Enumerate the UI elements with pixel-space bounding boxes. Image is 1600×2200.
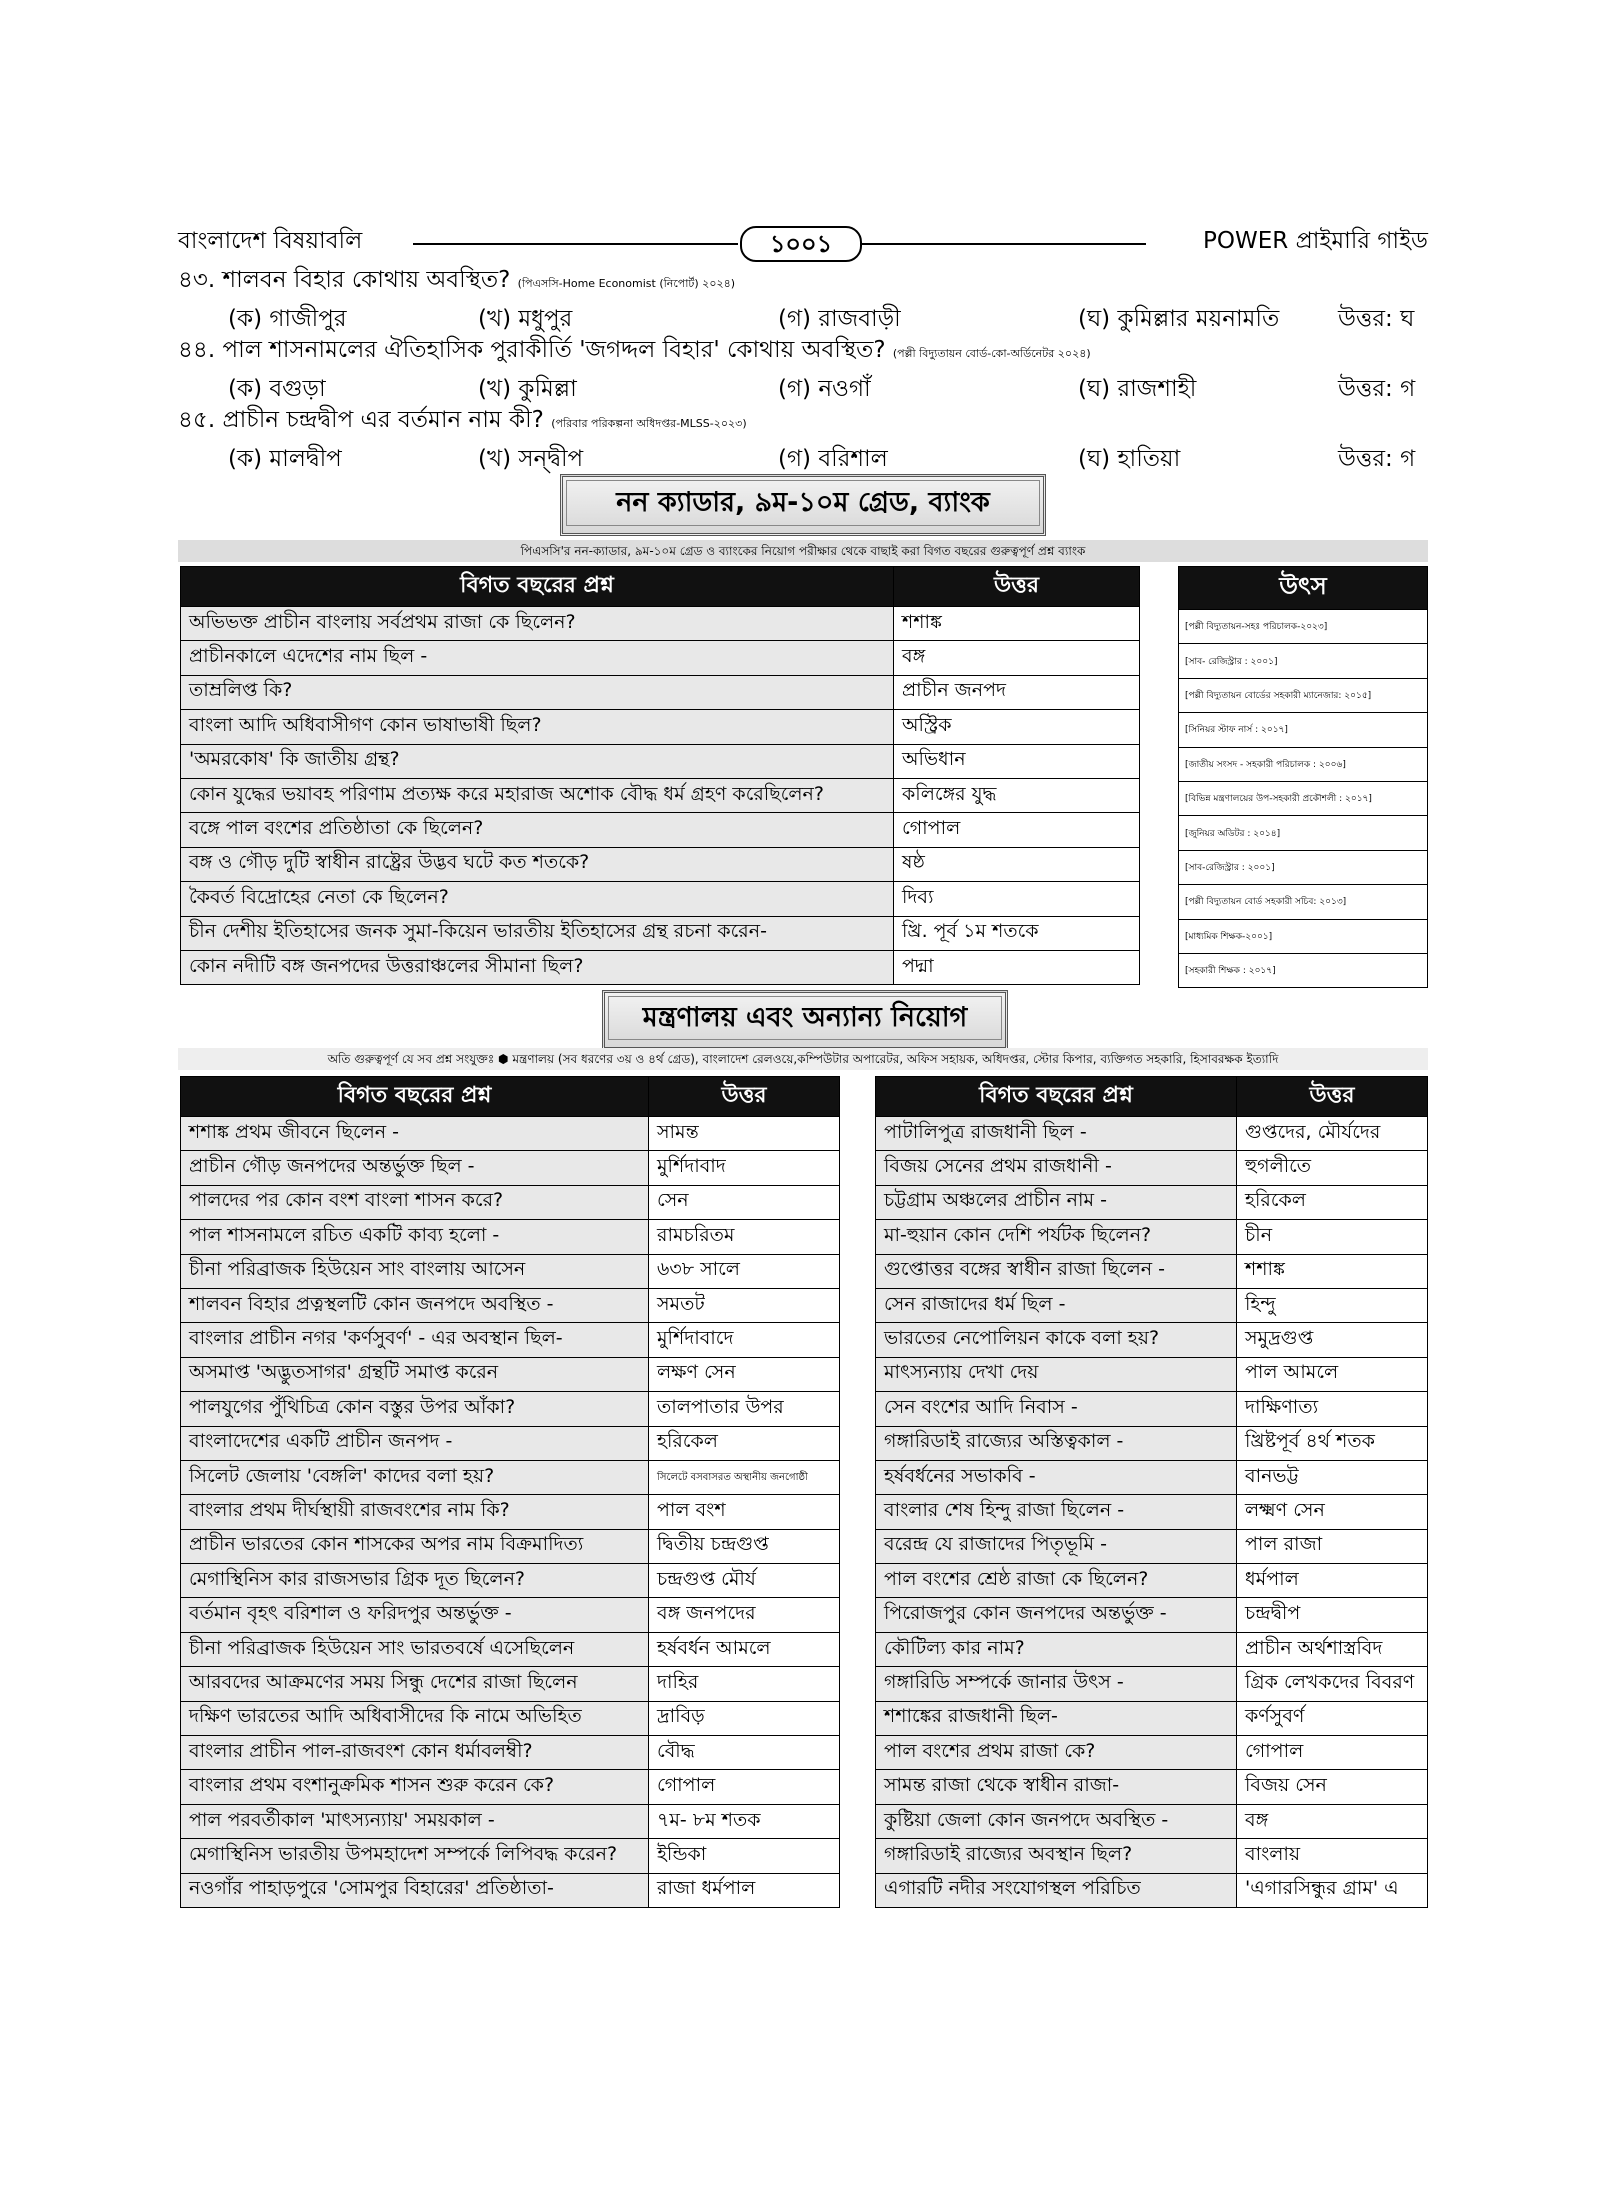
table-row (876, 1770, 1428, 1804)
mcq-answer: উত্তর: গ (1338, 446, 1416, 472)
table-row (181, 1495, 840, 1529)
table-row (1179, 678, 1428, 712)
question-cell: বাংলার প্রথম বংশানুক্রমিক শাসন শুরু করেন কে? (181, 1770, 649, 1804)
table-row (1179, 781, 1428, 815)
question-cell: চীনা পরিব্রাজক হিউয়েন সাং ভারতবর্ষে এসেছিলেন (181, 1632, 649, 1666)
answer-cell: প্রাচীন অর্থশাস্ত্রবিদ (1237, 1632, 1428, 1666)
mcq-option: (গ) বরিশাল (778, 446, 888, 472)
table-row (876, 1873, 1428, 1907)
table-row (876, 1220, 1428, 1254)
answer-cell: অভিধান (894, 744, 1140, 778)
page-number: ১০০১ (740, 226, 862, 262)
mcq-option: (গ) রাজবাড়ী (778, 306, 901, 332)
answer-cell: বানভট্ট (1237, 1460, 1428, 1494)
question-cell: সামন্ত রাজা থেকে স্বাধীন রাজা- (876, 1770, 1237, 1804)
answer-cell: সমুদ্রগুপ্ত (1237, 1323, 1428, 1357)
answer-cell: বঙ্গ জনপদের (649, 1598, 840, 1632)
answer-cell: সামন্ত (649, 1117, 840, 1151)
question-cell: মাৎস্যন্যায় দেখা দেয় (876, 1357, 1237, 1391)
question-cell: সিলেট জেলায় 'বেঙ্গলি' কাদের বলা হয়? (181, 1460, 649, 1494)
question-cell: প্রাচীন গৌড় জনপদের অন্তর্ভুক্ত ছিল - (181, 1151, 649, 1185)
section2-subtitle: অতি গুরুত্বপূর্ণ যে সব প্রশ্ন সংযুক্তঃ ⬢ মন্ত্রণালয় (সব ধরণের ৩য় ও ৪র্থ গ্রেড), বাংলাদেশ রেলওয়ে,কম্পিউটার অপারেটর, অফিস সহায়ক, অধিদপ্তর, স্টোর কিপার, ব্যক্তিগত সহকারি, হিসাবরক্ষক ইত্যাদি (178, 1048, 1428, 1070)
mcq-option: (ঘ) রাজশাহী (1078, 376, 1197, 402)
source-cell: [পল্লী বিদ্যুতায়ন বোর্ড সহকারী সচিব: ২০১৩] (1179, 885, 1428, 919)
question-cell: মেগাস্থিনিস ভারতীয় উপমহাদেশ সম্পর্কে লিপিবদ্ধ করেন? (181, 1839, 649, 1873)
question-cell: গঙ্গারিডাই রাজ্যের অবস্থান ছিল? (876, 1839, 1237, 1873)
question-cell: দক্ষিণ ভারতের আদি অধিবাসীদের কি নামে অভিহিত (181, 1701, 649, 1735)
table-row (1179, 919, 1428, 953)
table-row (1179, 713, 1428, 747)
answer-cell: গ্রিক লেখকদের বিবরণ (1237, 1667, 1428, 1701)
table-row (181, 1357, 840, 1391)
question-cell: কৌটিল্য কার নাম? (876, 1632, 1237, 1666)
table-row (181, 1529, 840, 1563)
table-row (181, 1117, 840, 1151)
table-row (876, 1667, 1428, 1701)
header-subject: বাংলাদেশ বিষয়াবলি (178, 228, 363, 254)
table-row (181, 641, 1140, 675)
table-row (181, 1804, 840, 1838)
question-cell: পাল বংশের শ্রেষ্ঠ রাজা কে ছিলেন? (876, 1564, 1237, 1598)
table-row (876, 1392, 1428, 1426)
question-cell: আরবদের আক্রমণের সময় সিন্ধু দেশের রাজা ছিলেন (181, 1667, 649, 1701)
column-header-question: বিগত বছরের প্রশ্ন (876, 1077, 1237, 1117)
column-header-answer: উত্তর (649, 1077, 840, 1117)
section2-right-table (875, 1076, 1428, 1908)
answer-cell: হুগলীতে (1237, 1151, 1428, 1185)
question-cell: পাল বংশের প্রথম রাজা কে? (876, 1736, 1237, 1770)
table-row (876, 1564, 1428, 1598)
source-cell: [বিভিন্ন মন্ত্রণালয়ের উপ-সহকারী প্রকৌশলী : ২০১৭] (1179, 781, 1428, 815)
question-cell: তাম্রলিপ্ত কি? (181, 675, 894, 709)
answer-cell: ৭ম- ৮ম শতক (649, 1804, 840, 1838)
question-cell: ভারতের নেপোলিয়ন কাকে বলা হয়? (876, 1323, 1237, 1357)
table-row (181, 1839, 840, 1873)
answer-cell: হর্ষবর্ধন আমলে (649, 1632, 840, 1666)
mcq-44 (178, 334, 1428, 404)
question-cell: চট্টগ্রাম অঞ্চলের প্রাচীন নাম - (876, 1185, 1237, 1219)
table-row (1179, 850, 1428, 884)
mcq-question (178, 264, 1428, 300)
section2-banner-text: মন্ত্রণালয় এবং অন্যান্য নিয়োগ (608, 996, 1002, 1040)
mcq-option: (ঘ) কুমিল্লার ময়নামতি (1078, 306, 1280, 332)
answer-cell: ৬৩৮ সালে (649, 1254, 840, 1288)
question-cell: শশাঙ্কের রাজধানী ছিল- (876, 1701, 1237, 1735)
question-cell: বিজয় সেনের প্রথম রাজধানী - (876, 1151, 1237, 1185)
table-row (1179, 747, 1428, 781)
source-cell: [পল্লী বিদ্যুতায়ন বোর্ডের সহকারী ম্যানেজার: ২০১৫] (1179, 678, 1428, 712)
answer-cell: বিজয় সেন (1237, 1770, 1428, 1804)
question-cell: 'অমরকোষ' কি জাতীয় গ্রন্থ? (181, 744, 894, 778)
table-row (876, 1495, 1428, 1529)
table-row (181, 607, 1140, 641)
mcq-option: (ক) গাজীপুর (228, 306, 347, 332)
mcq-source: (পরিবার পরিকল্পনা অধিদপ্তর-MLSS-২০২৩) (551, 417, 747, 430)
table-row (876, 1701, 1428, 1735)
answer-cell: দ্বিতীয় চন্দ্রগুপ্ত (649, 1529, 840, 1563)
mcq-option: (ক) মালদ্বীপ (228, 446, 342, 472)
answer-cell: বৌদ্ধ (649, 1736, 840, 1770)
question-cell: সেন রাজাদের ধর্ম ছিল - (876, 1288, 1237, 1322)
column-header-source: উৎস (1179, 567, 1428, 610)
answer-cell: ধর্মপাল (1237, 1564, 1428, 1598)
source-cell: [জুনিয়র অডিটর : ২০১৪] (1179, 816, 1428, 850)
question-cell: মেগাস্থিনিস কার রাজসভার গ্রিক দূত ছিলেন? (181, 1564, 649, 1598)
question-cell: গঙ্গারিডি সম্পর্কে জানার উৎস - (876, 1667, 1237, 1701)
section2-banner (602, 990, 1008, 1050)
question-cell: পালদের পর কোন বংশ বাংলা শাসন করে? (181, 1185, 649, 1219)
answer-cell: 'এগারসিন্ধুর গ্রাম' এ (1237, 1873, 1428, 1907)
answer-cell: গোপাল (894, 813, 1140, 847)
answer-cell: চীন (1237, 1220, 1428, 1254)
mcq-options (178, 370, 1428, 404)
mcq-option: (খ) মধুপুর (478, 306, 573, 332)
question-cell: বঙ্গে পাল বংশের প্রতিষ্ঠাতা কে ছিলেন? (181, 813, 894, 847)
table-row (181, 882, 1140, 916)
mcq-option: (খ) সন্দ্বীপ (478, 446, 584, 472)
answer-cell: হরিকেল (649, 1426, 840, 1460)
question-cell: পাল শাসনামলে রচিত একটি কাব্য হলো - (181, 1220, 649, 1254)
question-cell: প্রাচীনকালে এদেশের নাম ছিল - (181, 641, 894, 675)
question-cell: পালযুগের পুঁথিচিত্র কোন বস্তুর উপর আঁকা? (181, 1392, 649, 1426)
column-header-answer: উত্তর (894, 567, 1140, 607)
answer-cell: খ্রি. পূর্ব ১ম শতকে (894, 916, 1140, 950)
table-row (876, 1529, 1428, 1563)
answer-cell: শশাঙ্ক (894, 607, 1140, 641)
question-cell: কৈবর্ত বিদ্রোহের নেতা কে ছিলেন? (181, 882, 894, 916)
question-cell: হর্ষবর্ধনের সভাকবি - (876, 1460, 1237, 1494)
table-row (181, 1220, 840, 1254)
mcq-question-text: ৪৪. পাল শাসনামলের ঐতিহাসিক পুরাকীর্তি 'জগদ্দল বিহার' কোথায় অবস্থিত? (178, 337, 886, 363)
mcq-question (178, 404, 1428, 440)
table-row (876, 1185, 1428, 1219)
question-cell: বঙ্গ ও গৌড় দুটি স্বাধীন রাষ্ট্রের উদ্ভব ঘটে কত শতকে? (181, 847, 894, 881)
question-cell: অসমাপ্ত 'অদ্ভুতসাগর' গ্রন্থটি সমাপ্ত করেন (181, 1357, 649, 1391)
table-row (1179, 644, 1428, 678)
question-cell: প্রাচীন ভারতের কোন শাসকের অপর নাম বিক্রমাদিত্য (181, 1529, 649, 1563)
answer-cell: চন্দ্রদ্বীপ (1237, 1598, 1428, 1632)
answer-cell: মুর্শিদাবাদ (649, 1151, 840, 1185)
source-cell: [সাব-রেজিস্ট্রার : ২০০১] (1179, 850, 1428, 884)
source-cell: [সাব- রেজিস্ট্রার : ২০০১] (1179, 644, 1428, 678)
section2-left-table (180, 1076, 840, 1908)
question-cell: মা-হুয়ান কোন দেশি পর্যটক ছিলেন? (876, 1220, 1237, 1254)
table-row (181, 744, 1140, 778)
answer-cell: সেন (649, 1185, 840, 1219)
answer-cell: ইন্ডিকা (649, 1839, 840, 1873)
answer-cell: কর্ণসুবর্ণ (1237, 1701, 1428, 1735)
answer-cell: হরিকেল (1237, 1185, 1428, 1219)
question-cell: কোন নদীটি বঙ্গ জনপদের উত্তরাঞ্চলের সীমানা ছিল? (181, 950, 894, 984)
table-row (181, 1460, 840, 1494)
column-header-answer: উত্তর (1237, 1077, 1428, 1117)
answer-cell: শশাঙ্ক (1237, 1254, 1428, 1288)
question-cell: পাটালিপুত্র রাজধানী ছিল - (876, 1117, 1237, 1151)
mcq-answer: উত্তর: ঘ (1338, 306, 1415, 332)
question-cell: বাংলার প্রাচীন পাল-রাজবংশ কোন ধর্মাবলম্বী? (181, 1736, 649, 1770)
question-cell: বরেন্দ্র যে রাজাদের পিতৃভূমি - (876, 1529, 1237, 1563)
table-row (181, 1598, 840, 1632)
section1-banner-text: নন ক্যাডার, ৯ম-১০ম গ্রেড, ব্যাংক (566, 480, 1040, 526)
section1-subtitle: পিএসসি'র নন-ক্যাডার, ৯ম-১০ম গ্রেড ও ব্যাংকের নিয়োগ পরীক্ষার থেকে বাছাই করা বিগত বছরের গুরুত্বপূর্ণ প্রশ্ন ব্যাংক (178, 540, 1428, 562)
page-header (178, 226, 1428, 262)
answer-cell: সমতট (649, 1288, 840, 1322)
answer-cell: পাল বংশ (649, 1495, 840, 1529)
table-row (181, 1185, 840, 1219)
header-book-title: POWER প্রাইমারি গাইড (1203, 228, 1428, 254)
mcq-option: (ঘ) হাতিয়া (1078, 446, 1181, 472)
mcq-43 (178, 264, 1428, 334)
answer-cell: গোপাল (649, 1770, 840, 1804)
mcq-option: (ক) বগুড়া (228, 376, 326, 402)
table-row (181, 1392, 840, 1426)
answer-cell: লক্ষণ সেন (649, 1357, 840, 1391)
table-row (181, 813, 1140, 847)
source-cell: [সহকারী শিক্ষক : ২০১৭] (1179, 953, 1428, 987)
mcq-options (178, 440, 1428, 474)
table-row (876, 1288, 1428, 1322)
question-cell: নওগাঁর পাহাড়পুরে 'সোমপুর বিহারের' প্রতিষ্ঠাতা- (181, 1873, 649, 1907)
table-row (181, 1873, 840, 1907)
question-cell: অভিভক্ত প্রাচীন বাংলায় সর্বপ্রথম রাজা কে ছিলেন? (181, 607, 894, 641)
table-row (181, 1632, 840, 1666)
table-row (181, 847, 1140, 881)
column-header-question: বিগত বছরের প্রশ্ন (181, 567, 894, 607)
mcq-question-text: ৪৫. প্রাচীন চন্দ্রদ্বীপ এর বর্তমান নাম কী? (178, 407, 544, 433)
table-row (181, 1736, 840, 1770)
table-row (876, 1804, 1428, 1838)
answer-cell: বঙ্গ (894, 641, 1140, 675)
answer-cell: পাল আমলে (1237, 1357, 1428, 1391)
table-row (181, 1564, 840, 1598)
answer-cell: দিব্য (894, 882, 1140, 916)
table-row (876, 1736, 1428, 1770)
table-row (876, 1632, 1428, 1666)
answer-cell: প্রাচীন জনপদ (894, 675, 1140, 709)
table-row (876, 1460, 1428, 1494)
table-row (181, 1426, 840, 1460)
question-cell: গঙ্গারিডাই রাজ্যের অস্তিত্বকাল - (876, 1426, 1237, 1460)
table-row (181, 1667, 840, 1701)
mcq-source: (পিএসসি-Home Economist (নিপোর্ট) ২০২৪) (517, 277, 736, 290)
question-cell: শালবন বিহার প্রত্নস্থলটি কোন জনপদে অবস্থিত - (181, 1288, 649, 1322)
question-cell: কুষ্টিয়া জেলা কোন জনপদে অবস্থিত - (876, 1804, 1237, 1838)
table-row (181, 778, 1140, 812)
answer-cell: বঙ্গ (1237, 1804, 1428, 1838)
table-row (181, 710, 1140, 744)
question-cell: বাংলার প্রাচীন নগর 'কর্ণসুবর্ণ' - এর অবস্থান ছিল- (181, 1323, 649, 1357)
answer-cell: কলিঙ্গের যুদ্ধ (894, 778, 1140, 812)
question-cell: গুপ্তোত্তর বঙ্গের স্বাধীন রাজা ছিলেন - (876, 1254, 1237, 1288)
answer-cell: চন্দ্রগুপ্ত মৌর্য (649, 1564, 840, 1598)
answer-cell: দাহির (649, 1667, 840, 1701)
answer-cell: তালপাতার উপর (649, 1392, 840, 1426)
question-cell: পিরোজপুর কোন জনপদের অন্তর্ভুক্ত - (876, 1598, 1237, 1632)
table-row (876, 1598, 1428, 1632)
answer-cell: খ্রিষ্টপূর্ব ৪র্থ শতক (1237, 1426, 1428, 1460)
table-row (876, 1323, 1428, 1357)
answer-cell: রামচরিতম (649, 1220, 840, 1254)
question-cell: বর্তমান বৃহৎ বরিশাল ও ফরিদপুর অন্তর্ভুক্ত - (181, 1598, 649, 1632)
mcq-options (178, 300, 1428, 334)
answer-cell: গোপাল (1237, 1736, 1428, 1770)
mcq-question (178, 334, 1428, 370)
source-cell: [সিনিয়র স্টাফ নার্স : ২০১৭] (1179, 713, 1428, 747)
answer-cell: বাংলায় (1237, 1839, 1428, 1873)
question-cell: বাংলার শেষ হিন্দু রাজা ছিলেন - (876, 1495, 1237, 1529)
mcq-answer: উত্তর: গ (1338, 376, 1416, 402)
section1-source-table (1178, 566, 1428, 988)
table-row (1179, 953, 1428, 987)
table-row (876, 1426, 1428, 1460)
answer-cell: দ্রাবিড় (649, 1701, 840, 1735)
table-row (181, 1288, 840, 1322)
source-cell: [জাতীয় সংসদ - সহকারী পরিচালক : ২০০৬] (1179, 747, 1428, 781)
question-cell: পাল পরবর্তীকাল 'মাৎস্যন্যায়' সময়কাল - (181, 1804, 649, 1838)
table-row (876, 1357, 1428, 1391)
question-cell: বাংলা আদি অধিবাসীগণ কোন ভাষাভাষী ছিল? (181, 710, 894, 744)
table-row (181, 1254, 840, 1288)
question-cell: চীনা পরিব্রাজক হিউয়েন সাং বাংলায় আসেন (181, 1254, 649, 1288)
header-rule-right (862, 243, 1146, 245)
answer-cell: রাজা ধর্মপাল (649, 1873, 840, 1907)
answer-cell: মুর্শিদাবাদে (649, 1323, 840, 1357)
question-cell: সেন বংশের আদি নিবাস - (876, 1392, 1237, 1426)
table-row (1179, 885, 1428, 919)
question-cell: চীন দেশীয় ইতিহাসের জনক সুমা-কিয়েন ভারতীয় ইতিহাসের গ্রন্থ রচনা করেন- (181, 916, 894, 950)
answer-cell: ষষ্ঠ (894, 847, 1140, 881)
mcq-source: (পল্লী বিদ্যুতায়ন বোর্ড-কো-অর্ডিনেটর ২০২৪) (892, 347, 1091, 360)
table-row (181, 1770, 840, 1804)
section1-banner (560, 474, 1046, 536)
table-row (181, 675, 1140, 709)
question-cell: কোন যুদ্ধের ভয়াবহ পরিণাম প্রত্যক্ষ করে মহারাজ অশোক বৌদ্ধ ধর্ম গ্রহণ করেছিলেন? (181, 778, 894, 812)
table-row (876, 1117, 1428, 1151)
answer-cell: অস্ট্রিক (894, 710, 1140, 744)
question-cell: বাংলাদেশের একটি প্রাচীন জনপদ - (181, 1426, 649, 1460)
answer-cell: দাক্ষিণাত্য (1237, 1392, 1428, 1426)
table-row (181, 916, 1140, 950)
table-row (1179, 610, 1428, 644)
mcq-option: (খ) কুমিল্লা (478, 376, 577, 402)
table-row (1179, 816, 1428, 850)
answer-cell: পদ্মা (894, 950, 1140, 984)
table-row (181, 1323, 840, 1357)
source-cell: [মাধ্যমিক শিক্ষক-২০০১] (1179, 919, 1428, 953)
section1-question-table (180, 566, 1140, 985)
question-cell: বাংলার প্রথম দীর্ঘস্থায়ী রাজবংশের নাম কি? (181, 1495, 649, 1529)
answer-cell: লক্ষ্মণ সেন (1237, 1495, 1428, 1529)
answer-cell: গুপ্তদের, মৌর্যদের (1237, 1117, 1428, 1151)
table-row (181, 950, 1140, 984)
mcq-question-text: ৪৩. শালবন বিহার কোথায় অবস্থিত? (178, 267, 511, 293)
table-row (181, 1151, 840, 1185)
question-cell: এগারটি নদীর সংযোগস্থল পরিচিত (876, 1873, 1237, 1907)
mcq-option: (গ) নওগাঁ (778, 376, 871, 402)
source-cell: [পল্লী বিদ্যুতায়ন-সহঃ পরিচালক-২০২৩] (1179, 610, 1428, 644)
mcq-45 (178, 404, 1428, 474)
table-row (876, 1254, 1428, 1288)
answer-cell: সিলেটে বসবাসরত অস্থানীয় জনগোষ্ঠী (649, 1460, 840, 1494)
question-cell: শশাঙ্ক প্রথম জীবনে ছিলেন - (181, 1117, 649, 1151)
column-header-question: বিগত বছরের প্রশ্ন (181, 1077, 649, 1117)
table-row (876, 1839, 1428, 1873)
table-row (876, 1151, 1428, 1185)
table-row (181, 1701, 840, 1735)
answer-cell: পাল রাজা (1237, 1529, 1428, 1563)
answer-cell: হিন্দু (1237, 1288, 1428, 1322)
header-rule-left (413, 243, 738, 245)
